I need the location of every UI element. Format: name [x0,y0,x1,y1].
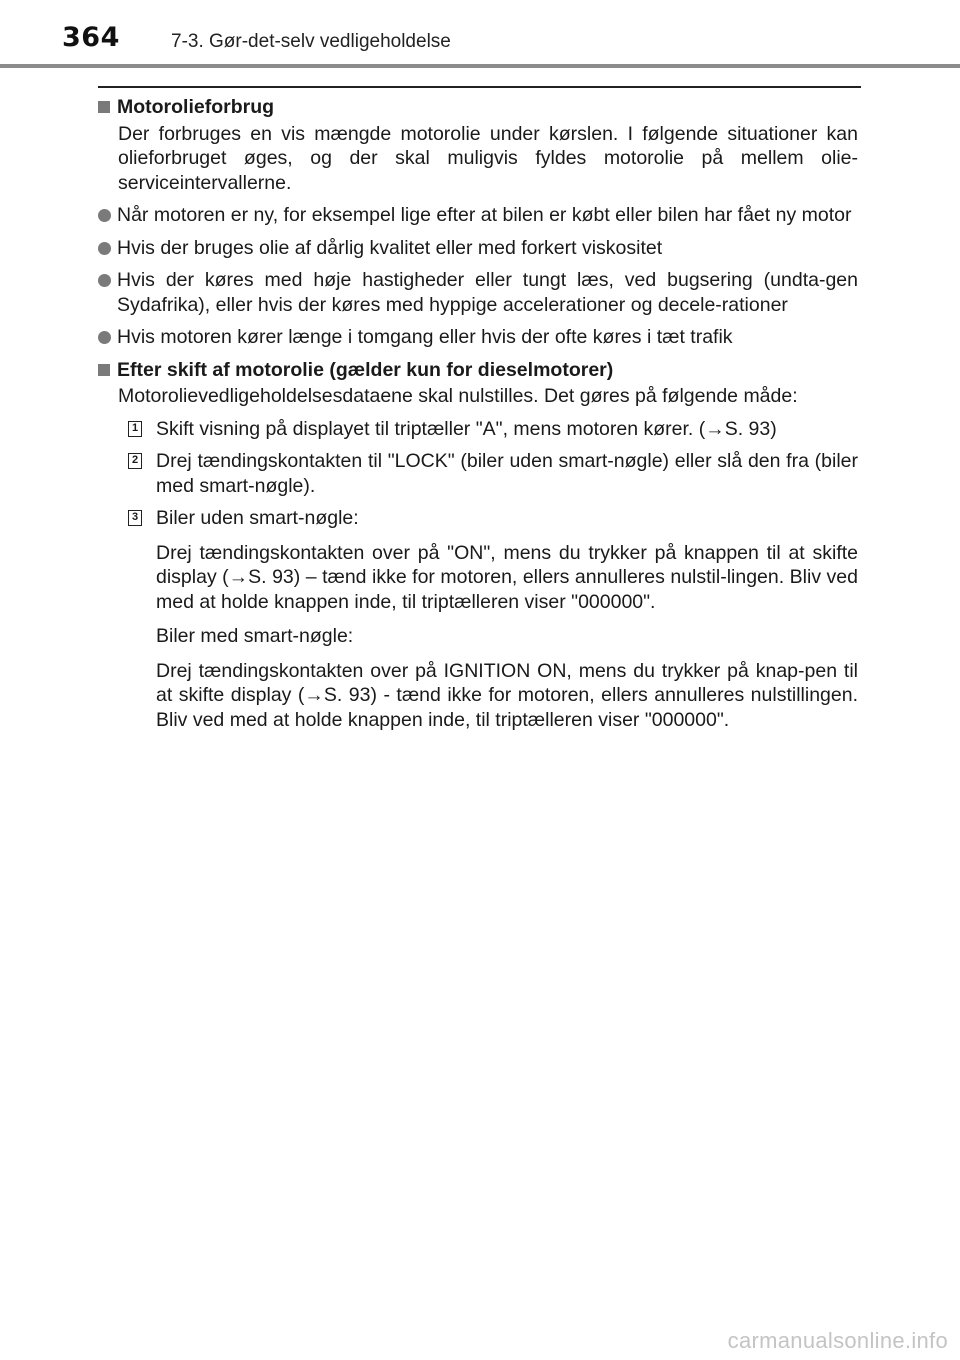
step-detail-without-smart-key: Drej tændingskontakten over på "ON", mens du trykker på knappen til at skifte display (→S. 93) – tænd ikke for motoren, ellers annulleres nulstil-lingen. Bliv ved med at holde knappen inde, til triptælleren viser "000000". [156,541,858,613]
section-heading-text: Motorolieforbrug [117,96,275,118]
bullet-dot-icon [98,274,111,287]
step-item [128,449,858,498]
section-heading-text: Efter skift af motorolie (gælder kun for dieselmotorer) [117,358,614,381]
list-item-text: Hvis motoren kører længe i tomgang eller hvis der ofte køres i tæt trafik [117,326,733,348]
step-body [156,506,858,732]
list-item-text: Når motoren er ny, for eksempel lige efter at bilen er købt eller bilen har fået ny motor [117,204,852,226]
page-content [98,95,858,740]
page-number: 364 [62,22,120,53]
bullet-dot-icon [98,209,111,222]
section-divider [98,86,861,88]
square-bullet-icon [98,364,110,376]
chapter-title: 7-3. Gør-det-selv vedligeholdelse [171,31,451,52]
watermark: carmanualsonline.info [727,1328,948,1353]
step-text: Drej tændingskontakten til "LOCK" (biler uden smart-nøgle) eller slå den fra (biler med smart-nøgle). [156,450,858,497]
square-bullet-icon [98,101,110,113]
step-detail-with-smart-key: Drej tændingskontakten over på IGNITION ON, mens du trykker på knap-pen til at skifte display (→S. 93) - tænd ikke for motoren, ellers annulleres nulstillingen. Bliv ved med at holde knappen inde, til triptælleren viser "000000". [156,659,858,731]
list-item [98,325,858,350]
step-number-badge: 1 [128,421,142,437]
step-text: Skift visning på displayet til triptæller "A", mens motoren kører. (→S. 93) [156,417,777,440]
bullet-dot-icon [98,331,111,344]
header-rule [0,64,960,68]
oil-change-reset-intro: Motorolievedligeholdelsesdataene skal nulstilles. Det gøres på følgende måde: [118,385,798,407]
step-item [128,506,858,732]
list-item [98,203,858,228]
section-heading-oil-change-reset [98,358,858,383]
step-body [156,449,858,498]
section-heading-oil-consumption [98,95,858,120]
step-body [156,417,858,442]
step-text: Biler uden smart-nøgle: [156,507,359,529]
step-number-badge: 2 [128,453,142,469]
list-item-text: Hvis der køres med høje hastigheder eller tungt læs, ved bugsering (undta-gen Sydafrika), eller hvis der køres med hyppige accelerationer og decele-rationer [117,269,858,316]
list-item [98,268,858,317]
step-item [128,417,858,442]
step-number-badge: 3 [128,510,142,526]
page-header [0,0,960,70]
list-item [98,236,858,261]
oil-consumption-intro: Der forbruges en vis mængde motorolie under kørslen. I følgende situationer kan olieforbruget øges, og der skal muligvis fyldes motorolie på mellem olie-serviceintervallerne. [118,122,858,194]
bullet-dot-icon [98,242,111,255]
list-item-text: Hvis der bruges olie af dårlig kvalitet eller med forkert viskositet [117,236,663,259]
step-subheading-with-smart-key: Biler med smart-nøgle: [156,625,354,647]
